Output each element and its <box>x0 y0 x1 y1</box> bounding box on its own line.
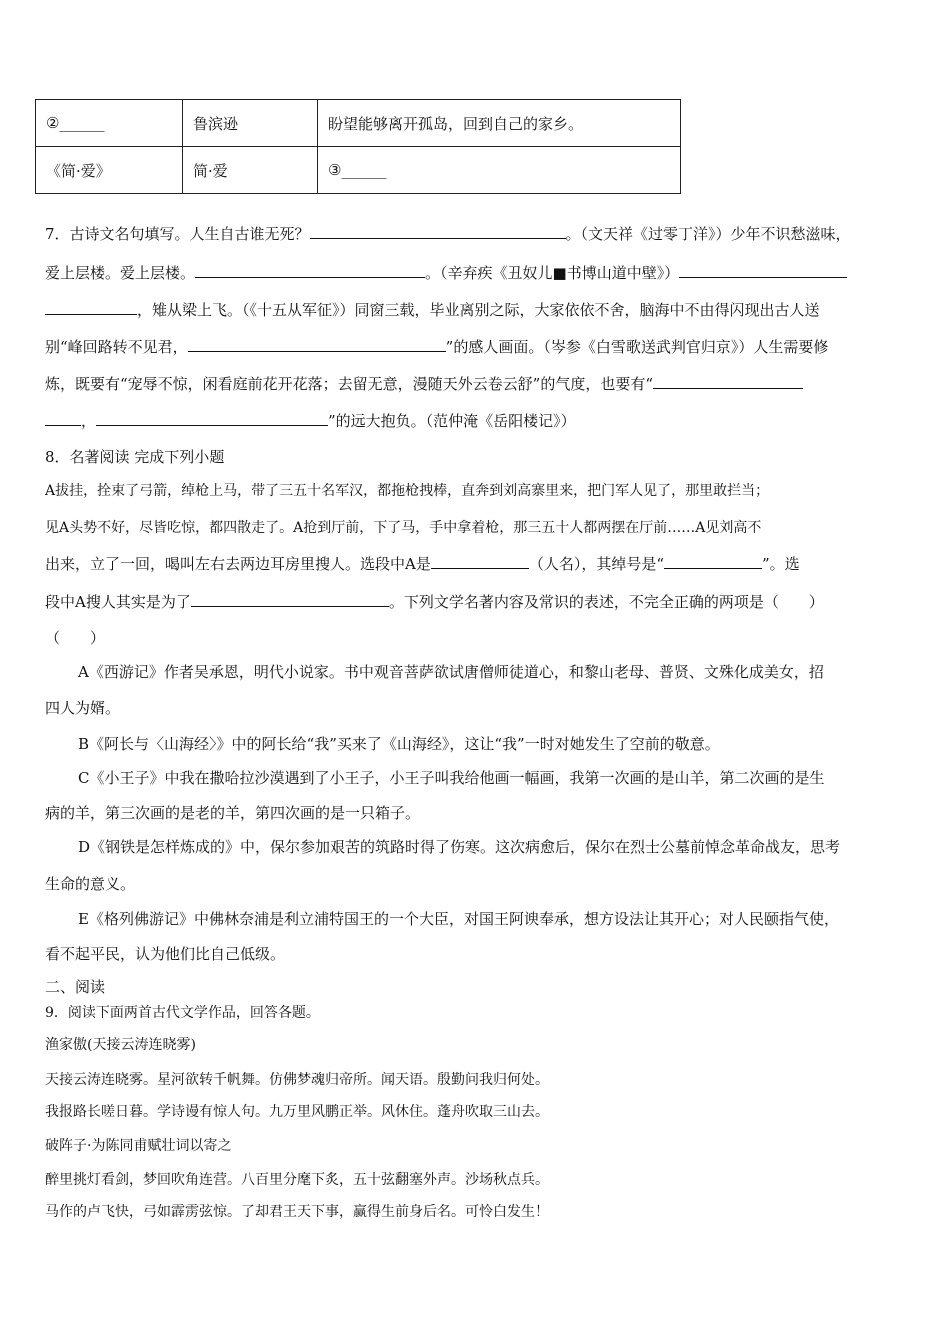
answer-blank[interactable] <box>191 592 389 607</box>
poem-line: 我报路长嗟日暮。学诗谩有惊人句。九万里风鹏正举。风休住。蓬舟吹取三山去。 <box>45 1104 549 1120</box>
q7-line: ， ”的远大抱负。（范仲淹《岳阳楼记》） <box>45 410 911 431</box>
table-cell: ②______ <box>36 100 183 147</box>
q7-line: ，雉从梁上飞。（《十五从军征》）同窗三载，毕业离别之际，大家依依不舍，脑海中不由得闪现出古人送 <box>45 299 911 320</box>
poem-line: 天接云涛连晓雾。星河欲转千帆舞。仿佛梦魂归帝所。闻天语。殷勤问我归何处。 <box>45 1072 549 1088</box>
q8-passage-line: 见A头势不好，尽皆吃惊，都四散走了。A抢到厅前，下了马，手中拿着枪，那三五十人都两摆在厅前……A见刘高不 <box>45 520 762 536</box>
q7-line: 别“峰回路转不见君， ”的感人画面。（岑参《白雪歌送武判官归京》）人生需要修 <box>45 338 829 356</box>
answer-blank[interactable] <box>679 263 847 278</box>
option-b: B《阿长与〈山海经〉》中的阿长给“我”买来了《山海经》，这让“我”一时对她发生了空前的敬意。 <box>78 735 720 753</box>
option-e: E《格列佛游记》中佛林奈浦是利立浦特国王的一个大臣，对国王阿谀奉承，想方设法让其开心；对人民颐指气使， <box>78 910 839 928</box>
table-row <box>36 100 681 147</box>
q7-line: 7．古诗文名句填写。人生自古谁无死？ 。（文天祥《过零丁洋》）少年不识愁滋味， <box>45 225 851 243</box>
poem-line: 醉里挑灯看剑，梦回吹角连营。八百里分麾下炙，五十弦翻塞外声。沙场秋点兵。 <box>45 1172 549 1188</box>
section-heading: 二、阅读 <box>45 978 106 996</box>
answer-blank[interactable] <box>195 263 425 278</box>
q8-passage-line: A拔挂，拴束了弓箭，绰枪上马，带了三五十名军汉，都拖枪拽棒，直奔到刘高寨里来，把门军人见了，那里敢拦当； <box>45 483 770 499</box>
novel-table <box>35 99 681 194</box>
poem-title: 渔家傲(天接云涛连晓雾) <box>45 1037 196 1053</box>
option-e-cont: 看不起平民，认为他们比自己低级。 <box>45 945 286 963</box>
table-cell: 简·爱 <box>183 147 318 194</box>
q7-line: 炼，既要有“宠辱不惊，闲看庭前花开花落；去留无意，漫随天外云卷云舒”的气度，也要有“ <box>45 373 911 394</box>
answer-blank[interactable] <box>45 300 137 315</box>
answer-blank[interactable] <box>96 411 328 426</box>
q8-passage-line: 出来，立了一回，喝叫左右去两边耳房里搜人。选段中A是 （人名），其绰号是“ ”。选 <box>45 555 800 573</box>
answer-blank[interactable] <box>45 411 81 426</box>
table-row <box>36 147 681 194</box>
answer-blank[interactable] <box>431 554 529 569</box>
poem-line: 马作的卢飞快，弓如霹雳弦惊。了却君王天下事，赢得生前身后名。可怜白发生！ <box>45 1204 549 1220</box>
option-a-cont: 四人为婿。 <box>45 699 121 717</box>
option-d-cont: 生命的意义。 <box>45 875 136 893</box>
option-a: A《西游记》作者吴承恩，明代小说家。书中观音菩萨欲试唐僧师徒道心，和黎山老母、普贤、文殊化成美女，招 <box>78 663 824 681</box>
poem-title: 破阵子·为陈同甫赋壮词以寄之 <box>45 1138 232 1154</box>
q8-passage-line: 段中A搜人其实是为了 。下列文学名著内容及常识的表述，不完全正确的两项是（ ） <box>45 593 824 611</box>
q8-answer-paren: （ ） <box>45 629 106 647</box>
q9-intro: 9．阅读下面两首古代文学作品，回答各题。 <box>45 1005 320 1021</box>
table-cell: 盼望能够离开孤岛，回到自己的家乡。 <box>318 100 681 147</box>
answer-blank[interactable] <box>664 554 762 569</box>
table-cell: 鲁滨逊 <box>183 100 318 147</box>
table-cell: ③______ <box>318 147 681 194</box>
option-c-cont: 病的羊，第三次画的是老的羊，第四次画的是一只箱子。 <box>45 804 421 822</box>
q7-line: 爱上层楼。爱上层楼。 。（辛弃疾《丑奴儿■书博山道中壁》） <box>45 262 911 283</box>
option-d: D《钢铁是怎样炼成的》中，保尔参加艰苦的筑路时得了伤寒。这次病愈后，保尔在烈士公墓前悼念革命战友，思考 <box>78 838 841 856</box>
answer-blank[interactable] <box>653 374 803 389</box>
q8-title: 8．名著阅读 完成下列小题 <box>45 448 225 466</box>
answer-blank[interactable] <box>188 337 446 352</box>
answer-blank[interactable] <box>310 224 566 239</box>
table-cell: 《简·爱》 <box>36 147 183 194</box>
option-c: C《小王子》中我在撒哈拉沙漠遇到了小王子，小王子叫我给他画一幅画，我第一次画的是山羊，第二次画的是生 <box>78 769 825 787</box>
